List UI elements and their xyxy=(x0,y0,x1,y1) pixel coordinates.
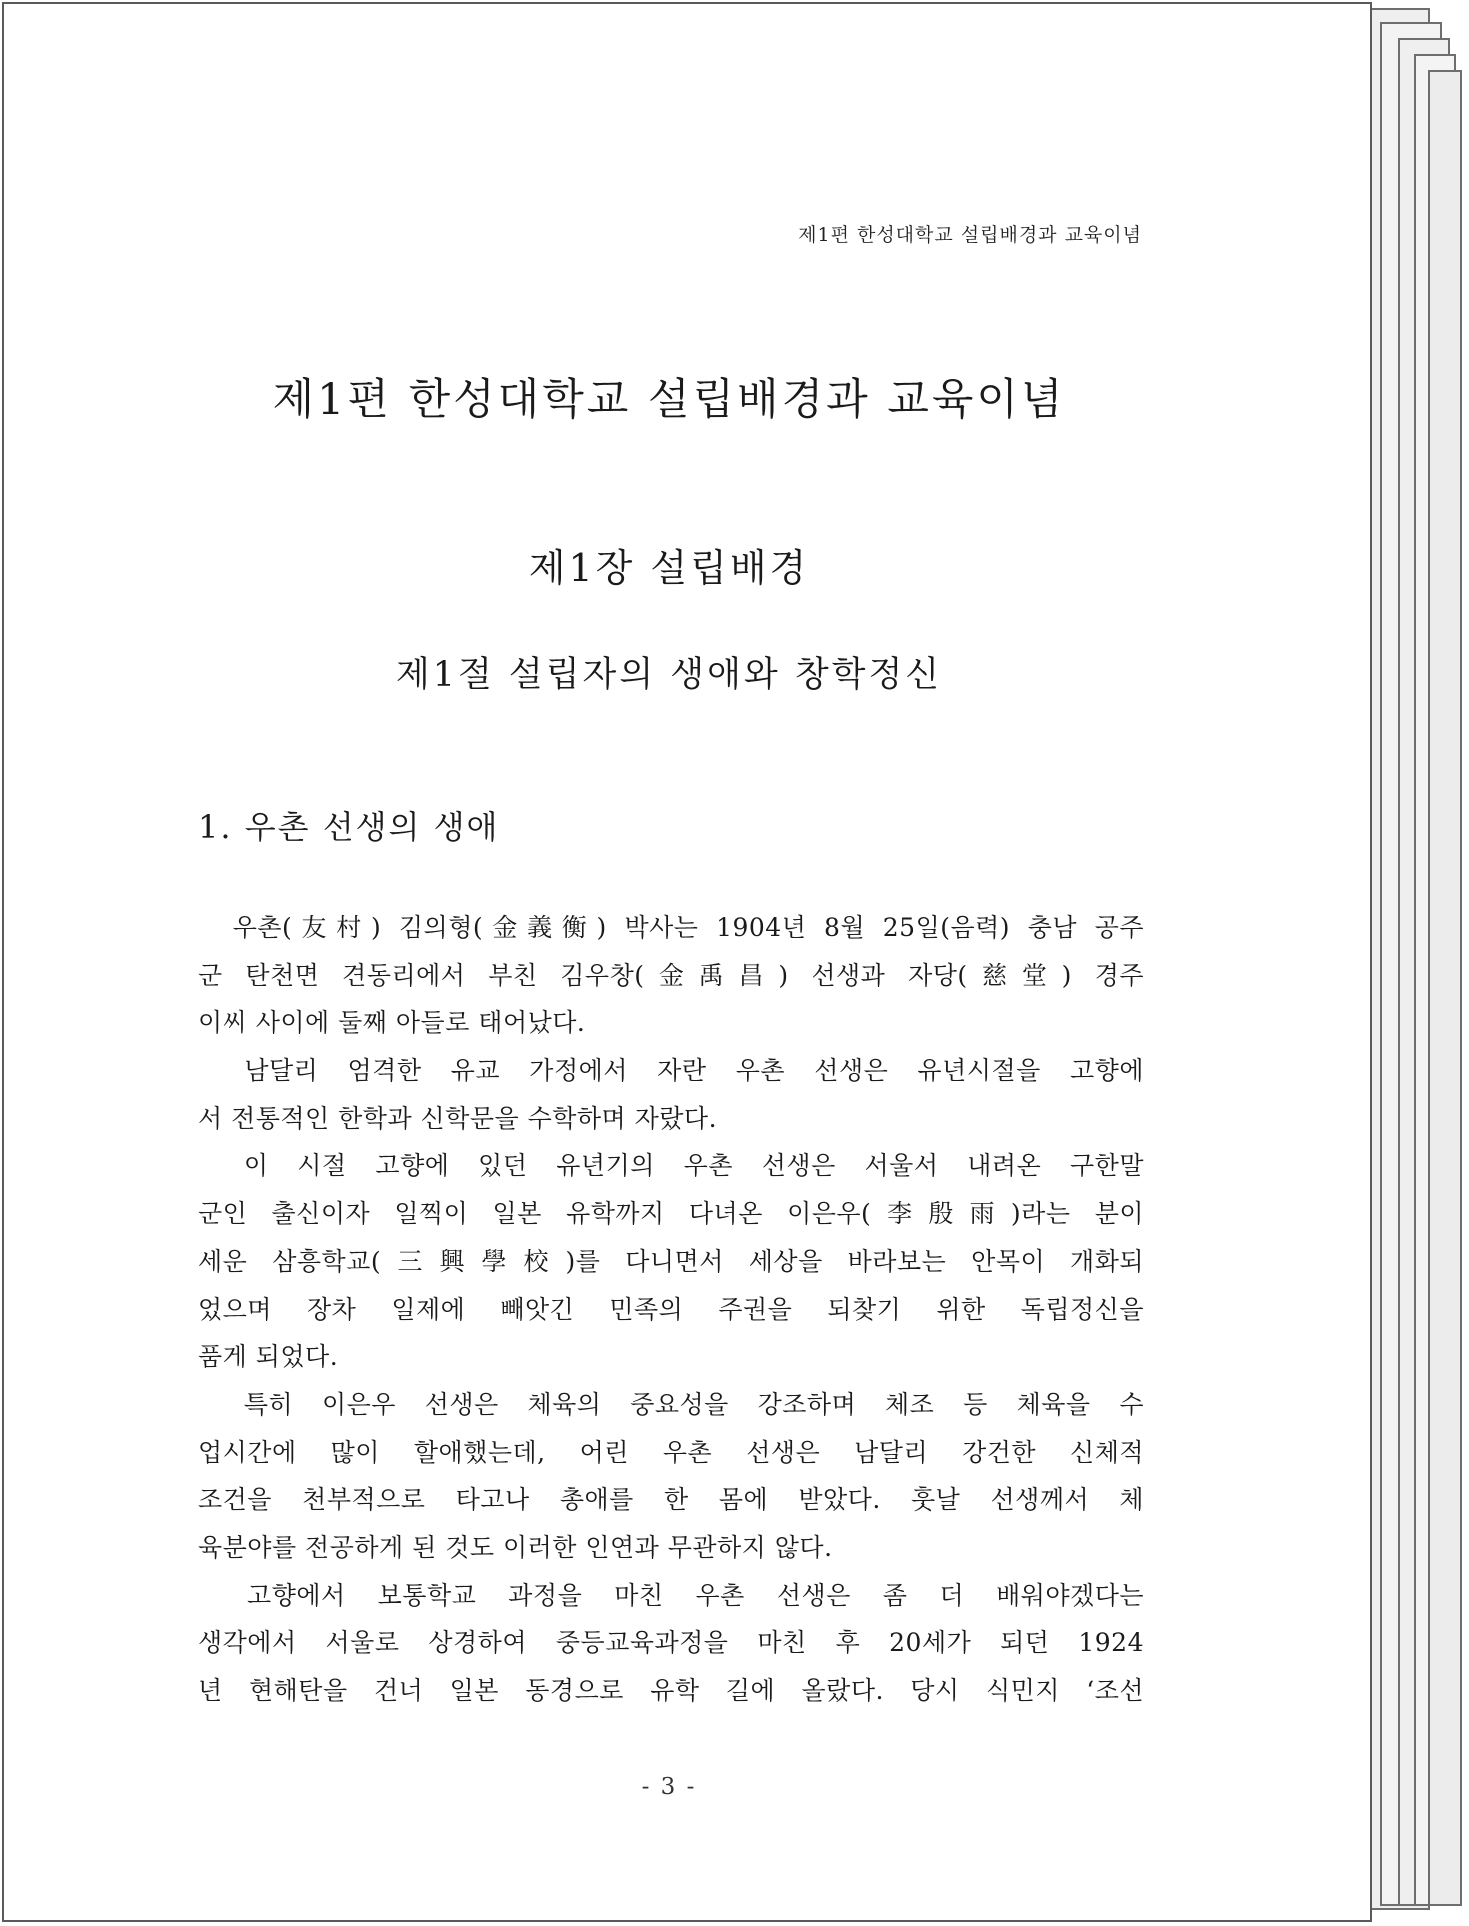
text-line: 이씨 사이에 둘째 아들로 태어났다. xyxy=(198,1008,586,1038)
text-line: 특히 이은우 선생은 체육의 중요성을 강조하며 체조 등 체육을 수 xyxy=(198,1389,1144,1419)
text-line: 우촌(友村) 김의형(金義衡) 박사는 1904년 8월 25일(음력) 충남 공주 xyxy=(198,913,1144,942)
text-line: 군인 출신이자 일찍이 일본 유학까지 다녀온 이은우(李殷雨)라는 분이 xyxy=(198,1199,1144,1229)
text-line: 군 탄천면 견동리에서 부친 김우창(金禹昌) 선생과 자당(慈堂) 경주 xyxy=(198,960,1144,990)
document-page xyxy=(2,2,1372,1922)
text-line: 업시간에 많이 할애했는데, 어린 우촌 선생은 남달리 강건한 신체적 xyxy=(198,1437,1144,1467)
text-line: 육분야를 전공하게 된 것도 이러한 인연과 무관하지 않다. xyxy=(198,1532,833,1562)
text-line: 생각에서 서울로 상경하여 중등교육과정을 마친 후 20세가 되던 1924 xyxy=(198,1628,1144,1658)
text-line: 고향에서 보통학교 과정을 마친 우촌 선생은 좀 더 배워야겠다는 xyxy=(198,1580,1144,1610)
running-header: 제1편 한성대학교 설립배경과 교육이념 xyxy=(798,224,1142,246)
text-line: 품게 되었다. xyxy=(198,1342,339,1372)
text-line: 이 시절 고향에 있던 유년기의 우촌 선생은 서울서 내려온 구한말 xyxy=(198,1151,1144,1181)
text-line: 세운 삼흥학교(三興學校)를 다니면서 세상을 바라보는 안목이 개화되 xyxy=(198,1246,1144,1276)
chapter-title: 제1장 설립배경 xyxy=(528,546,810,590)
text-line: 남달리 엄격한 유교 가정에서 자란 우촌 선생은 유년시절을 고향에 xyxy=(198,1056,1144,1086)
text-line: 년 현해탄을 건너 일본 동경으로 유학 길에 올랐다. 당시 식민지 ‘조선 xyxy=(198,1676,1144,1705)
text-line: 었으며 장차 일제에 빼앗긴 민족의 주권을 되찾기 위한 독립정신을 xyxy=(198,1294,1144,1324)
text-line: 서 전통적인 한학과 신학문을 수학하며 자랐다. xyxy=(198,1103,718,1133)
page-number: - 3 - xyxy=(641,1774,697,1800)
body-text xyxy=(198,904,1144,1715)
part-title: 제1편 한성대학교 설립배경과 교육이념 xyxy=(272,375,1066,425)
page-edge xyxy=(1428,70,1462,1906)
text-line: 조건을 천부적으로 타고나 총애를 한 몸에 받았다. 훗날 선생께서 체 xyxy=(198,1485,1144,1515)
section-title: 제1절 설립자의 생애와 창학정신 xyxy=(395,655,943,695)
subsection-title: 1. 우촌 선생의 생애 xyxy=(198,808,500,846)
